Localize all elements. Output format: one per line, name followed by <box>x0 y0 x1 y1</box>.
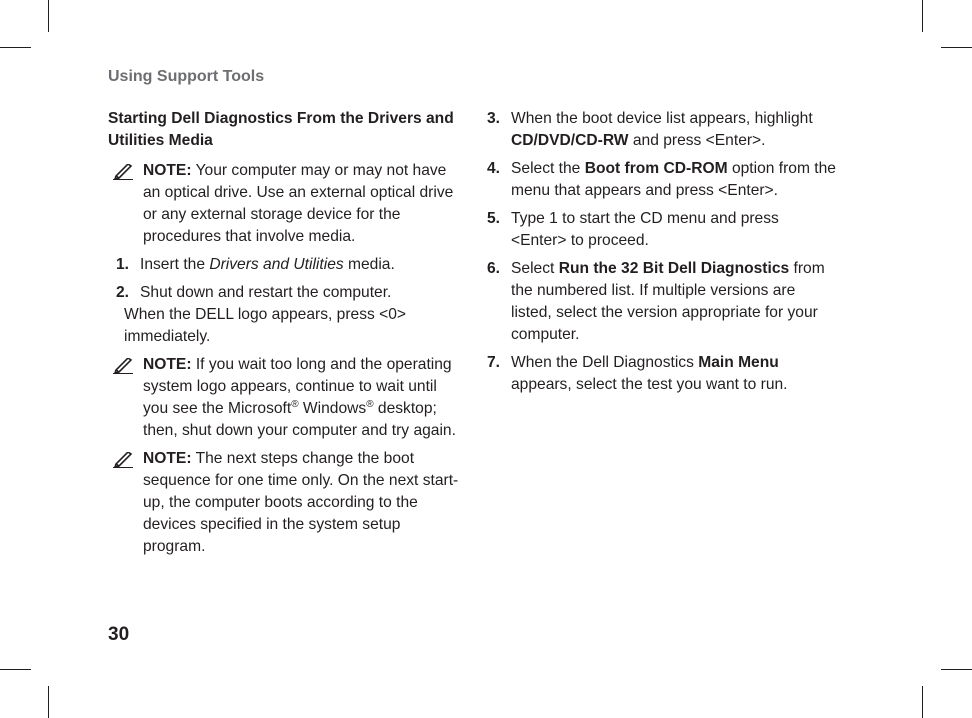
step-text: When the boot device list appears, highlight <box>511 110 813 127</box>
note-pencil-icon <box>113 358 133 374</box>
subheading: Starting Dell Diagnostics From the Drivers and Utilities Media <box>108 110 454 149</box>
step-continuation: When the DELL logo appears, press <0> immediately. <box>124 306 407 345</box>
step-text: media. <box>343 256 395 273</box>
crop-mark <box>0 669 31 670</box>
step-text: appears, select the test you want to run. <box>511 376 788 393</box>
step-number: 4. <box>487 160 501 177</box>
step-number: 2. <box>116 284 130 301</box>
step-option: Boot from CD-ROM <box>584 160 728 177</box>
step-option: CD/DVD/CD-RW <box>511 132 629 149</box>
crop-mark <box>941 47 972 48</box>
crop-mark <box>48 0 49 32</box>
note-pencil-icon <box>113 164 133 180</box>
step-2 <box>116 282 460 348</box>
step-text: Insert the <box>140 256 210 273</box>
step-text: Select <box>511 260 559 277</box>
step-number: 1. <box>116 256 130 273</box>
note-text: The next steps change the boot sequence for one time only. On the next start-up, the computer boots according to the devices specified in the system setup program. <box>143 450 459 555</box>
step-option: Run the 32 Bit Dell Diagnostics <box>558 260 790 277</box>
step-text: When the Dell Diagnostics <box>511 354 699 371</box>
step-text: and press <Enter>. <box>628 132 766 149</box>
step-text: option from the menu that appears and press <Enter>. <box>511 160 836 199</box>
crop-mark <box>922 686 923 718</box>
step-3 <box>487 108 837 152</box>
right-column <box>487 108 837 402</box>
crop-mark <box>0 47 31 48</box>
crop-mark <box>48 686 49 718</box>
step-number: 5. <box>487 210 501 227</box>
step-number: 3. <box>487 110 501 127</box>
crop-mark <box>941 669 972 670</box>
registered-mark: ® <box>366 398 374 410</box>
steps-list-left <box>108 254 460 348</box>
left-column <box>108 108 460 564</box>
note-label: NOTE: <box>143 450 192 467</box>
step-7 <box>487 352 837 396</box>
step-1 <box>116 254 460 276</box>
registered-mark: ® <box>291 398 299 410</box>
step-number: 6. <box>487 260 501 277</box>
step-text: Type 1 to start the CD menu and press <Enter> to proceed. <box>511 210 779 249</box>
step-4 <box>487 158 837 202</box>
note-text: If you wait too long and the operating system logo appears, continue to wait until you see the Microsoft <box>143 356 452 417</box>
step-5 <box>487 208 837 252</box>
note-label: NOTE: <box>143 162 192 179</box>
step-text: Select the <box>511 160 585 177</box>
note-boot-sequence <box>108 448 460 558</box>
step-text: Shut down and restart the computer. <box>140 284 392 301</box>
crop-mark <box>922 0 923 32</box>
page-number: 30 <box>108 624 130 645</box>
step-number: 7. <box>487 354 501 371</box>
note-label: NOTE: <box>143 356 192 373</box>
media-name: Drivers and Utilities <box>209 256 344 273</box>
note-text: Windows <box>298 400 367 417</box>
note-text: desktop; then, shut down your computer and try again. <box>143 400 456 439</box>
step-text: from the numbered list. If multiple versions are listed, select the version appropriate for your computer. <box>511 260 825 343</box>
note-wait-too-long <box>108 354 460 442</box>
note-pencil-icon <box>113 452 133 468</box>
note-optical-drive <box>108 160 460 248</box>
section-header: Using Support Tools <box>108 68 265 85</box>
steps-list-right <box>487 108 837 396</box>
step-option: Main Menu <box>698 354 779 371</box>
note-text: Your computer may or may not have an optical drive. Use an external optical drive or any external storage device for the procedures that involve media. <box>143 162 454 245</box>
step-6 <box>487 258 837 346</box>
